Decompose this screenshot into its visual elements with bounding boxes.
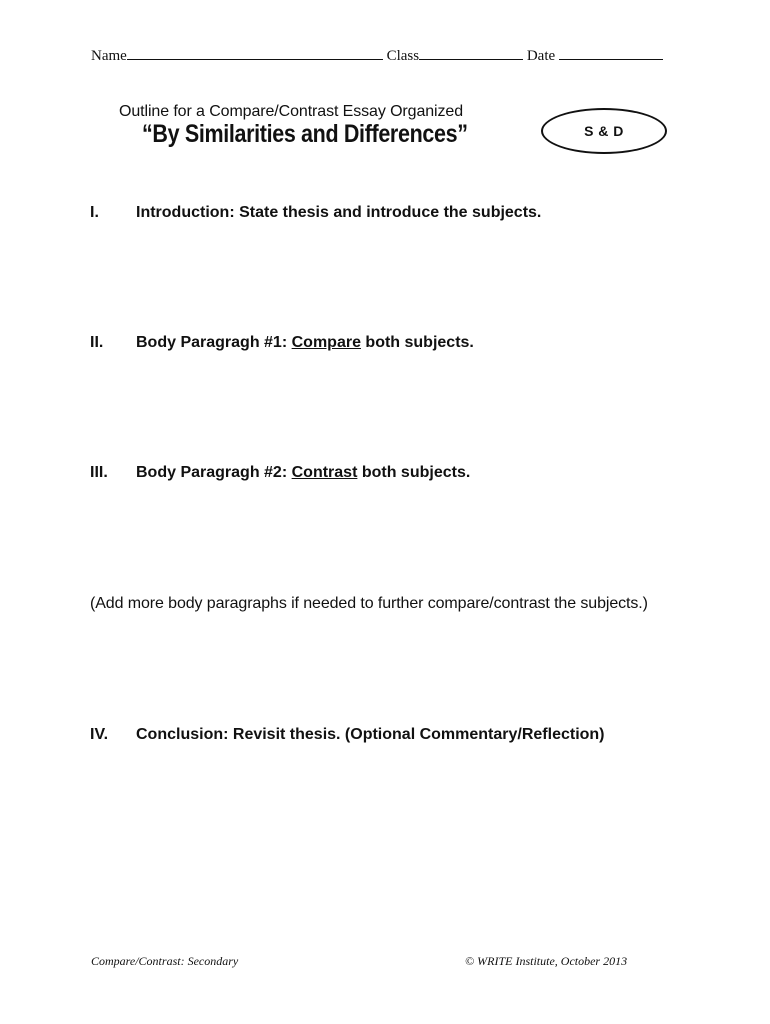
outline-prefix: Body Paragragh #1:	[136, 334, 292, 351]
outline-numeral: I.	[90, 204, 99, 221]
contrast-emphasis: Contrast	[291, 464, 358, 481]
footer-copyright: © WRITE Institute, October 2013	[465, 954, 628, 968]
name-blank[interactable]	[127, 46, 383, 60]
outline-text	[136, 464, 470, 482]
worksheet-subtitle: Outline for a Compare/Contrast Essay Organized	[119, 103, 464, 120]
compare-emphasis: Compare	[291, 334, 361, 351]
outline-numeral: IV.	[90, 726, 109, 743]
outline-suffix: both subjects.	[357, 464, 471, 481]
footer-course: Compare/Contrast: Secondary	[91, 954, 239, 968]
date-blank[interactable]	[559, 46, 663, 60]
class-label: Class	[386, 48, 420, 64]
additional-paragraphs-note: (Add more body paragraphs if needed to further compare/contrast the subjects.)	[90, 595, 648, 612]
class-blank[interactable]	[419, 46, 523, 60]
outline-prefix: Body Paragragh #2:	[136, 464, 292, 481]
outline-text: Introduction: State thesis and introduce the subjects.	[136, 204, 542, 221]
outline-numeral: III.	[90, 464, 108, 481]
date-label: Date	[526, 48, 556, 64]
name-label: Name	[91, 48, 127, 64]
worksheet-title: “By Similarities and Differences”	[142, 120, 468, 148]
outline-suffix: both subjects.	[360, 334, 474, 351]
outline-text	[136, 334, 474, 352]
outline-numeral: II.	[90, 334, 104, 351]
outline-text: Conclusion: Revisit thesis. (Optional Commentary/Reflection)	[136, 726, 605, 743]
student-info-line	[91, 46, 691, 65]
sd-badge: S & D	[541, 108, 667, 154]
